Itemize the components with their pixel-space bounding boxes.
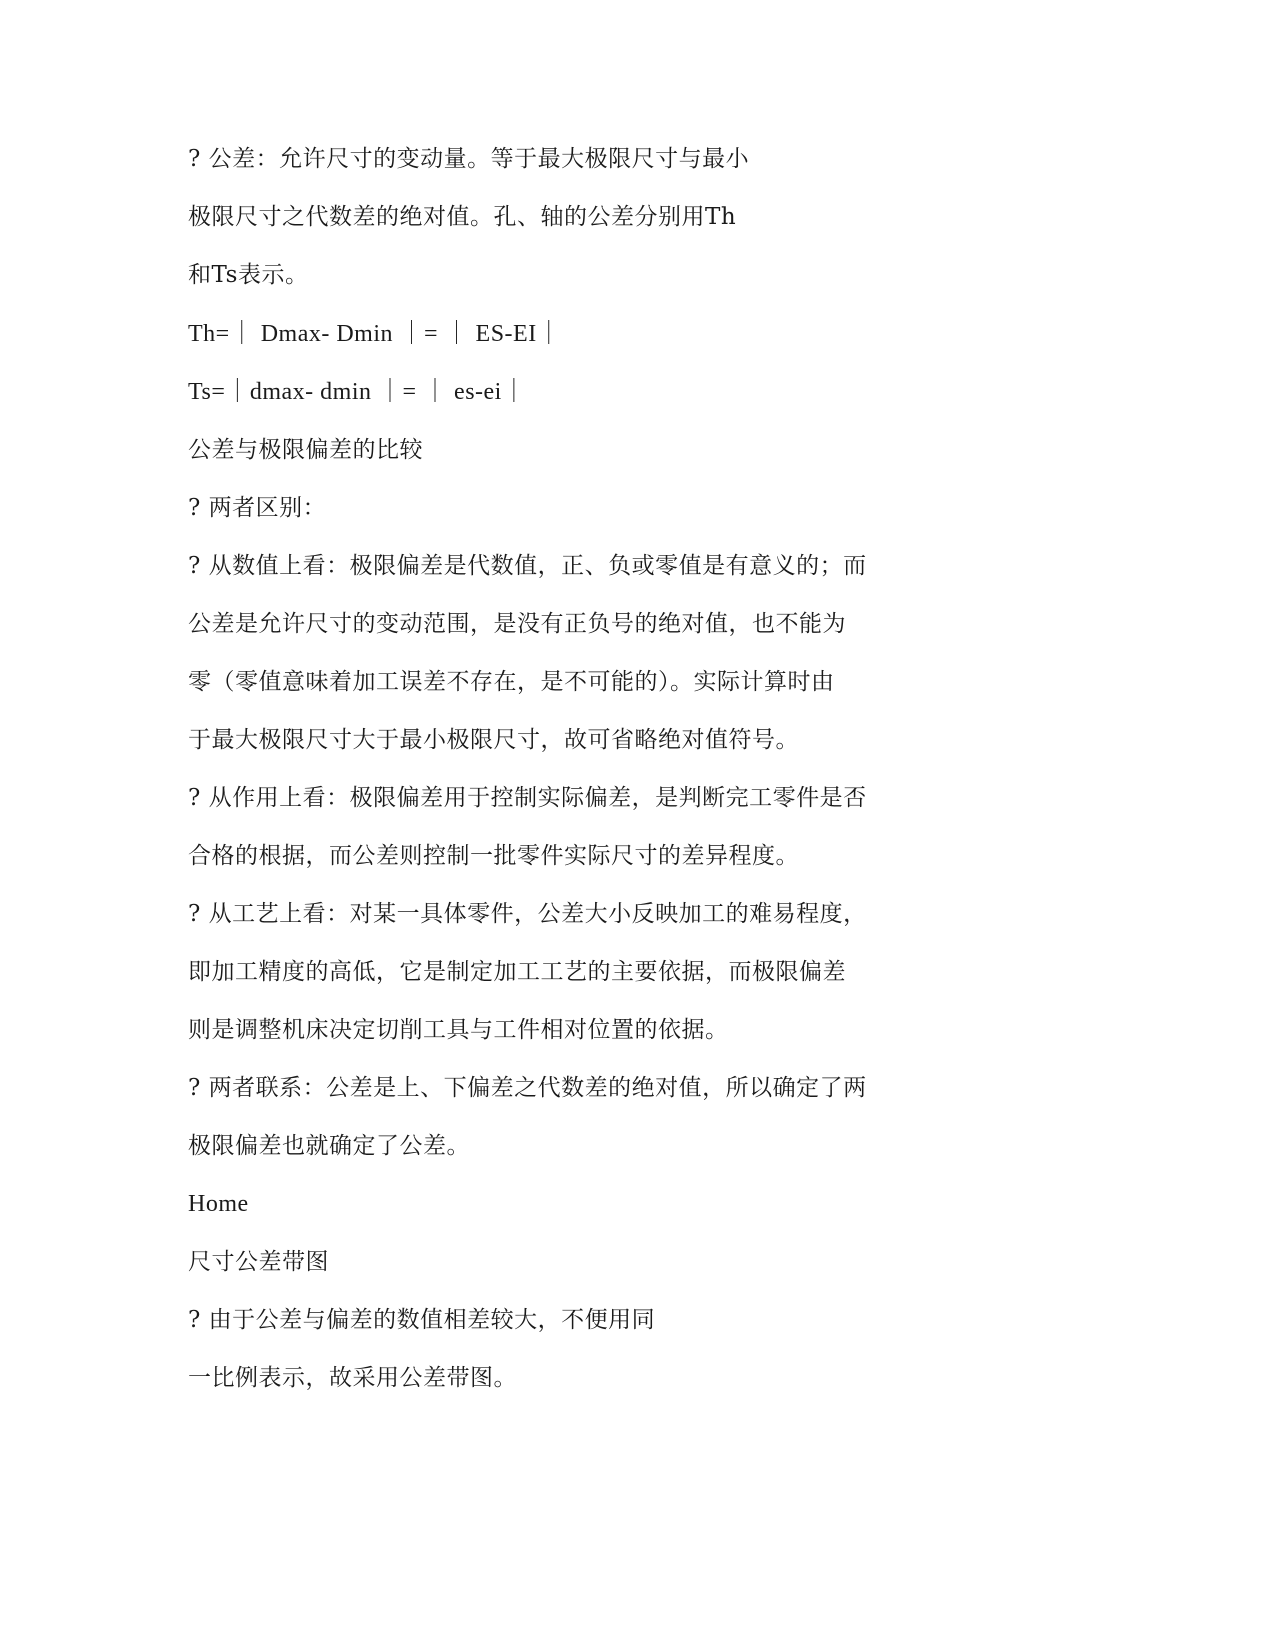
bullet-item: ? 从作用上看：极限偏差用于控制实际偏差，是判断完工零件是否 — [188, 785, 867, 811]
text-line: 合格的根据，而公差则控制一批零件实际尺寸的差异程度。 — [188, 843, 799, 869]
section-heading: 尺寸公差带图 — [188, 1249, 329, 1275]
text-line: 一比例表示，故采用公差带图。 — [188, 1365, 517, 1391]
formula-th: Th=｜ Dmax- Dmin ｜= ｜ ES-EI｜ — [188, 321, 562, 347]
bullet-item: ? 两者区别： — [188, 495, 327, 521]
formula-ts: Ts=｜dmax- dmin ｜= ｜ es-ei｜ — [188, 379, 527, 405]
text-line: 极限尺寸之代数差的绝对值。孔、轴的公差分别用Th — [188, 204, 737, 230]
text-line: 即加工精度的高低，它是制定加工工艺的主要依据，而极限偏差 — [188, 959, 846, 985]
text-line: 于最大极限尺寸大于最小极限尺寸，故可省略绝对值符号。 — [188, 727, 799, 753]
section-heading: 公差与极限偏差的比较 — [188, 437, 423, 463]
text-line: 极限偏差也就确定了公差。 — [188, 1133, 470, 1159]
text-line: 和Ts表示。 — [188, 262, 309, 288]
bullet-item: ? 两者联系：公差是上、下偏差之代数差的绝对值，所以确定了两 — [188, 1075, 867, 1101]
text-line: 零（零值意味着加工误差不存在，是不可能的）。实际计算时由 — [188, 669, 835, 695]
text-line: 则是调整机床决定切削工具与工件相对位置的依据。 — [188, 1017, 729, 1043]
bullet-item: ? 从数值上看：极限偏差是代数值，正、负或零值是有意义的；而 — [188, 553, 867, 579]
bullet-item: ? 从工艺上看：对某一具体零件，公差大小反映加工的难易程度， — [188, 901, 867, 927]
text-line: ? 公差：允许尺寸的变动量。等于最大极限尺寸与最小 — [188, 146, 750, 172]
text-line: 公差是允许尺寸的变动范围，是没有正负号的绝对值，也不能为 — [188, 611, 846, 637]
bullet-item: ? 由于公差与偏差的数值相差较大，不便用同 — [188, 1307, 656, 1333]
home-label: Home — [188, 1191, 249, 1217]
